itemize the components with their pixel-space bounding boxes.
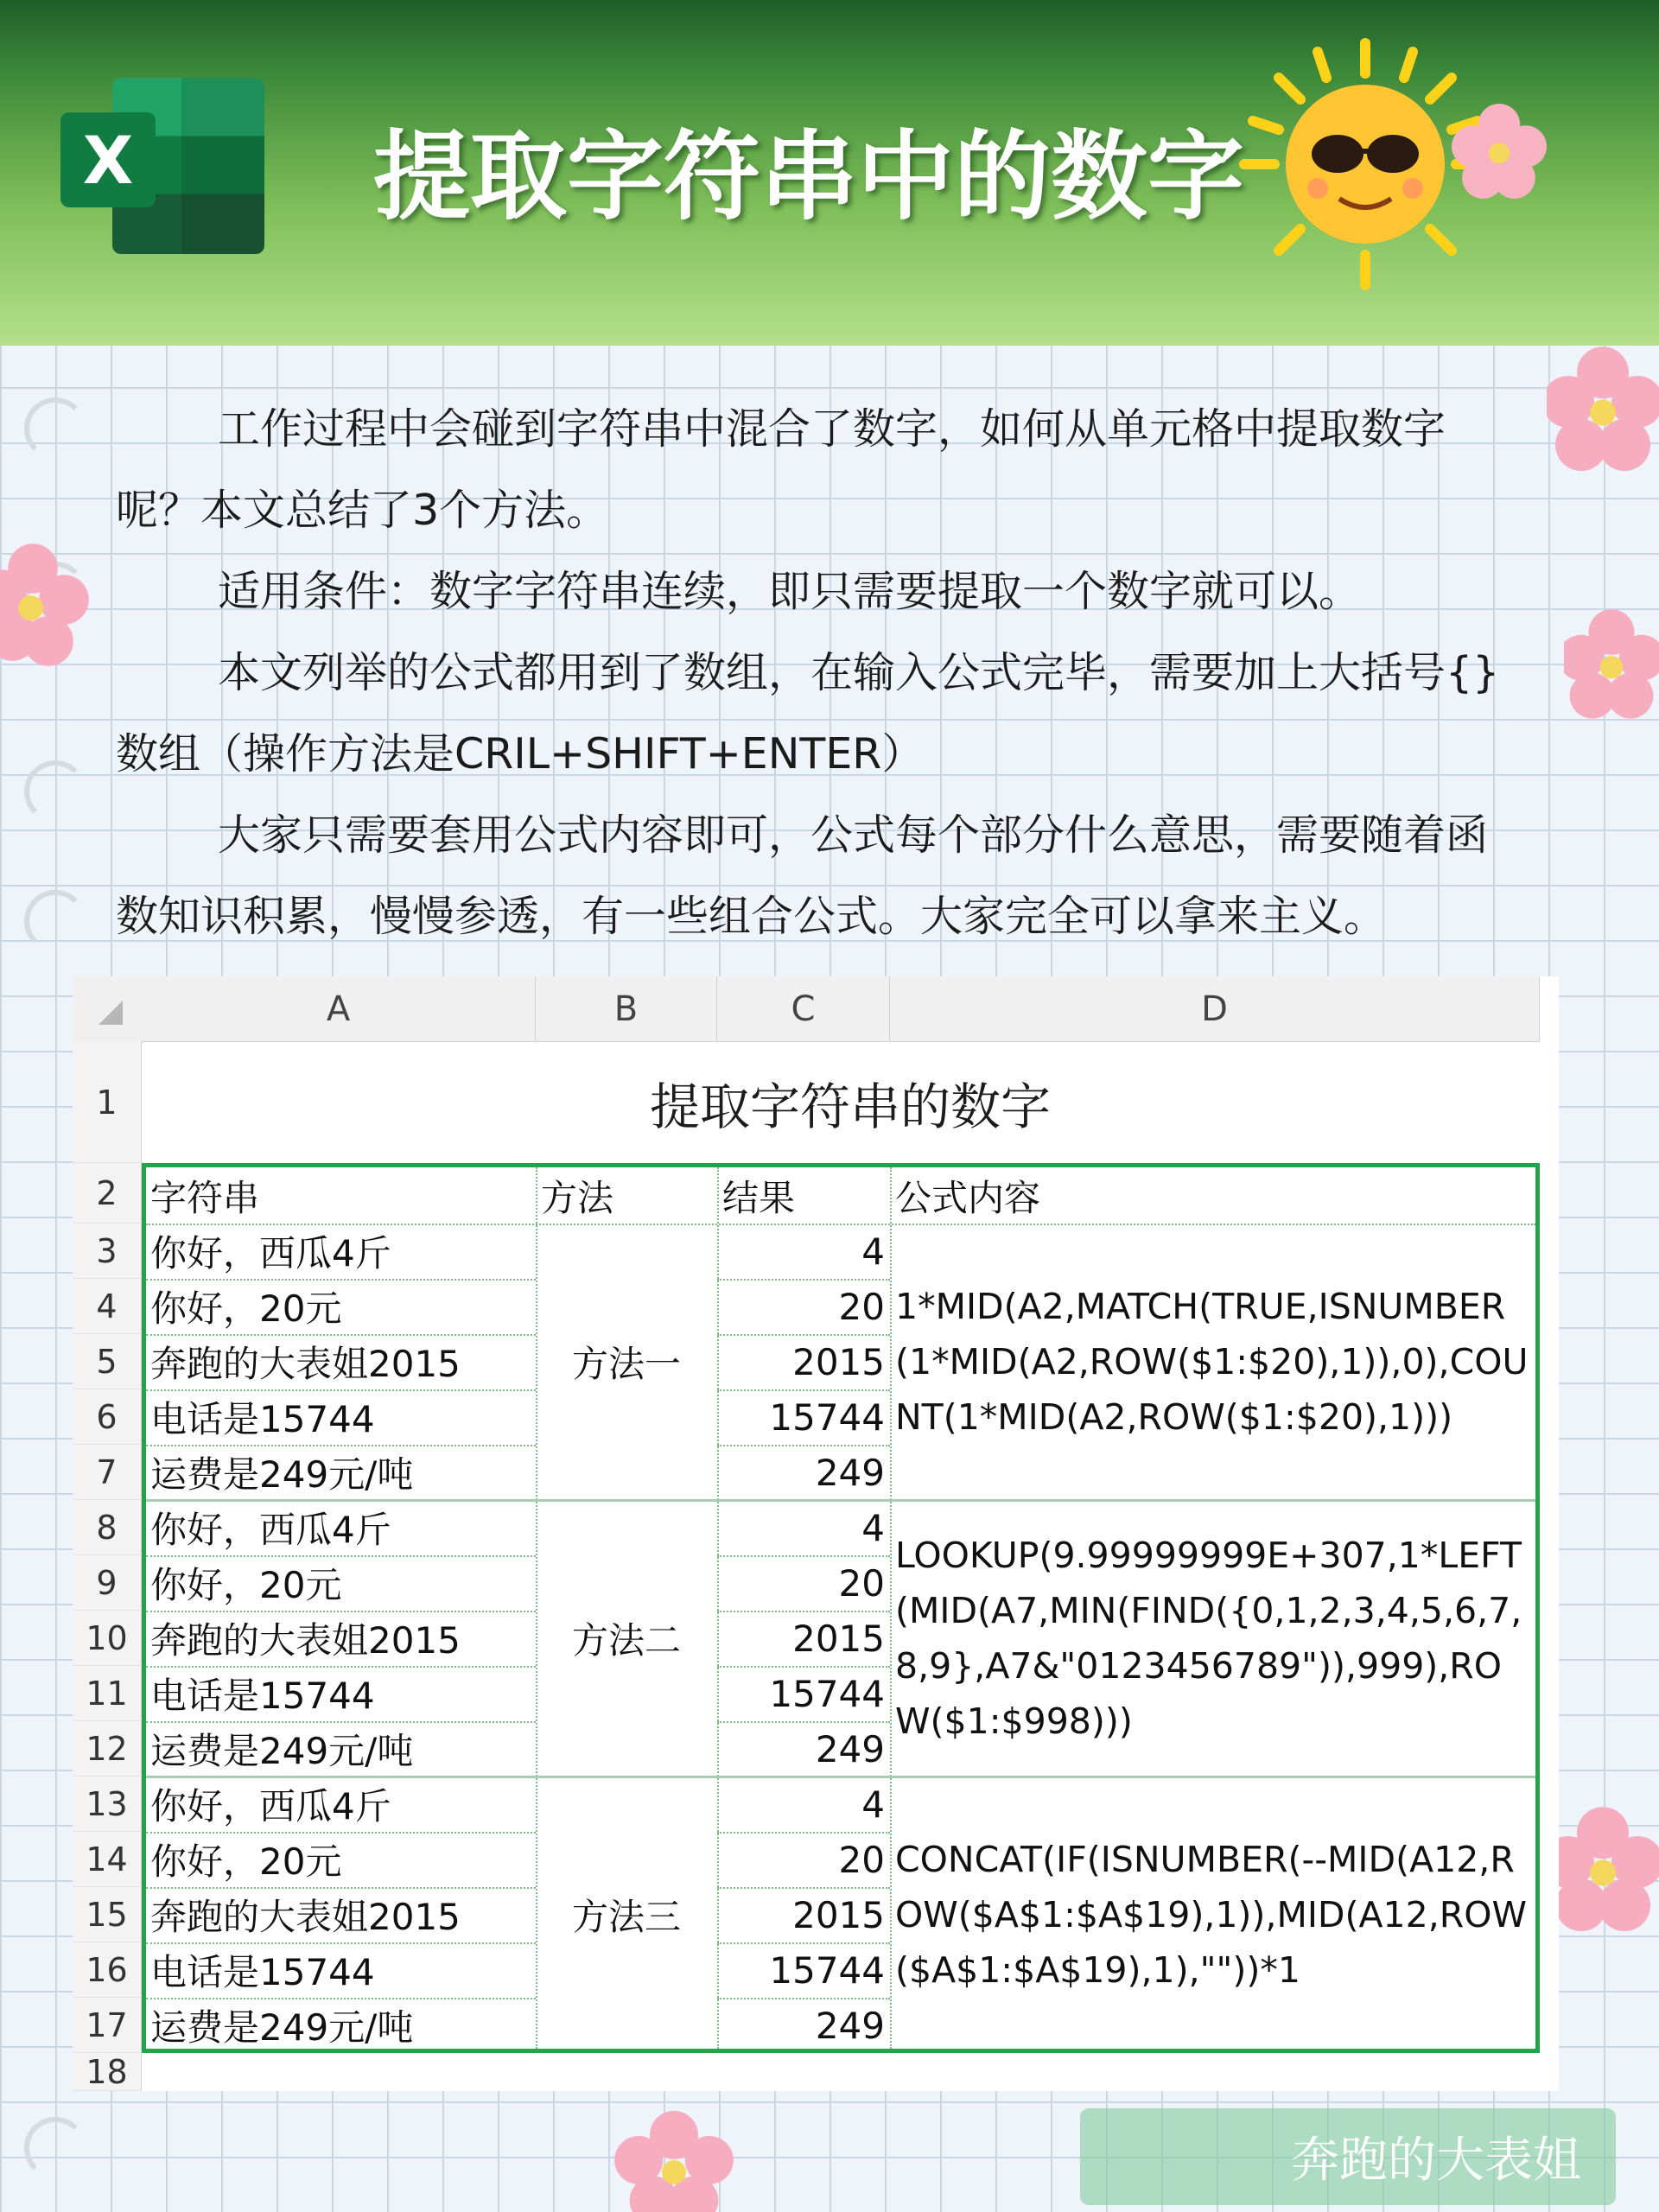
result-cell[interactable]: 2015 xyxy=(792,1617,885,1660)
formula-cell[interactable] xyxy=(895,1500,1535,1777)
column-header-b[interactable]: B xyxy=(536,976,717,1042)
result-cell[interactable]: 15744 xyxy=(769,1395,885,1439)
excel-logo-icon xyxy=(60,78,268,259)
string-cell[interactable]: 奔跑的大表姐2015 xyxy=(150,1619,461,1662)
formula-text: 1*MID(A2,MATCH(TRUE,ISNUMBER(1*MID(A2,ROW($1:$20),1)),0),COUNT(1*MID(A2,ROW($1:$20),1))) xyxy=(895,1286,1529,1438)
row-header[interactable]: 1 xyxy=(73,1042,142,1163)
string-cell[interactable]: 电话是15744 xyxy=(150,1675,375,1717)
result-cell[interactable]: 2015 xyxy=(792,1340,885,1383)
sheet-title-cell[interactable]: 提取字符串的数字 xyxy=(649,1077,1051,1136)
result-cell[interactable]: 20 xyxy=(838,1561,885,1605)
column-header-a[interactable]: A xyxy=(142,976,536,1042)
header-cell-method[interactable]: 方法 xyxy=(541,1176,614,1219)
string-cell[interactable]: 奔跑的大表姐2015 xyxy=(150,1343,461,1385)
string-cell[interactable]: 运费是249元/吨 xyxy=(150,1453,414,1496)
formula-text: LOOKUP(9.99999999E+307,1*LEFT(MID(A7,MIN(FIND({0,1,2,3,4,5,6,7,8,9},A7&"0123456789")),999),ROW($1:$998))) xyxy=(895,1535,1522,1742)
flower-icon xyxy=(0,536,95,674)
string-cell[interactable]: 电话是15744 xyxy=(150,1398,375,1440)
intro-paragraph: 大家只需要套用公式内容即可，公式每个部分什么意思，需要随着函数知识积累，慢慢参透，有一些组合公式。大家完全可以拿来主义。 xyxy=(116,810,1489,941)
row-header[interactable]: 17 xyxy=(73,1998,142,2053)
row-header[interactable]: 16 xyxy=(73,1942,142,1998)
flower-icon xyxy=(613,2108,734,2212)
row-header[interactable]: 5 xyxy=(73,1334,142,1389)
notebook-ring xyxy=(24,760,86,823)
formula-cell[interactable] xyxy=(895,1224,1535,1500)
column-header-c[interactable]: C xyxy=(717,976,890,1042)
header-cell-formula[interactable]: 公式内容 xyxy=(895,1176,1041,1219)
row-header[interactable]: 2 xyxy=(73,1163,142,1224)
string-cell[interactable]: 你好，20元 xyxy=(150,1840,342,1883)
flower-icon xyxy=(1564,605,1659,726)
result-cell[interactable]: 4 xyxy=(861,1783,885,1826)
string-cell[interactable]: 你好，西瓜4斤 xyxy=(150,1232,391,1274)
notebook-ring xyxy=(24,397,86,460)
select-all-icon xyxy=(99,1001,123,1025)
string-cell[interactable]: 你好，西瓜4斤 xyxy=(150,1785,391,1827)
result-cell[interactable]: 20 xyxy=(838,1838,885,1881)
string-cell[interactable]: 运费是249元/吨 xyxy=(150,2006,414,2049)
method-cell[interactable]: 方法三 xyxy=(571,1896,681,1938)
string-cell[interactable]: 运费是249元/吨 xyxy=(150,1730,414,1772)
formula-cell[interactable] xyxy=(895,1777,1535,2053)
header-cell-string[interactable]: 字符串 xyxy=(150,1176,260,1219)
row-header[interactable]: 13 xyxy=(73,1777,142,1832)
string-cell[interactable]: 奔跑的大表姐2015 xyxy=(150,1896,461,1938)
row-header[interactable]: 6 xyxy=(73,1389,142,1445)
flower-icon xyxy=(1547,1806,1659,1936)
row-header[interactable]: 10 xyxy=(73,1611,142,1666)
row-header[interactable]: 3 xyxy=(73,1224,142,1279)
result-cell[interactable]: 4 xyxy=(861,1230,885,1273)
header-cell-result[interactable]: 结果 xyxy=(722,1176,796,1219)
result-cell[interactable]: 20 xyxy=(838,1285,885,1328)
method-cell[interactable]: 方法一 xyxy=(571,1343,681,1385)
author-watermark: 奔跑的大表姐 xyxy=(1080,2108,1616,2205)
row-header[interactable]: 11 xyxy=(73,1666,142,1721)
excel-logo-letter: X xyxy=(60,112,156,207)
row-header[interactable]: 14 xyxy=(73,1832,142,1887)
string-cell[interactable]: 你好，西瓜4斤 xyxy=(150,1509,391,1551)
method-cell[interactable]: 方法二 xyxy=(571,1619,681,1662)
select-all-corner[interactable] xyxy=(73,976,143,1043)
row-header[interactable]: 18 xyxy=(73,2053,142,2091)
result-cell[interactable]: 15744 xyxy=(769,1672,885,1715)
result-cell[interactable]: 2015 xyxy=(792,1893,885,1936)
excel-logo-shade xyxy=(181,78,264,254)
string-cell[interactable]: 电话是15744 xyxy=(150,1951,375,1993)
row-header[interactable]: 7 xyxy=(73,1445,142,1500)
intro-paragraph: 本文列举的公式都用到了数组，在输入公式完毕，需要加上大括号{}数组（操作方法是CRIL+SHIFT+ENTER） xyxy=(116,648,1500,779)
intro-paragraph: 工作过程中会碰到字符串中混合了数字，如何从单元格中提取数字呢？本文总结了3个方法。 xyxy=(116,404,1446,535)
page-title: 提取字符串中的数字 xyxy=(373,121,1244,233)
row-header[interactable]: 15 xyxy=(73,1887,142,1942)
string-cell[interactable]: 你好，20元 xyxy=(150,1287,342,1330)
notebook-ring xyxy=(24,2117,86,2179)
result-cell[interactable]: 249 xyxy=(815,1451,885,1494)
notebook-ring xyxy=(24,890,86,952)
intro-text xyxy=(116,389,1516,957)
result-cell[interactable]: 15744 xyxy=(769,1948,885,1992)
row-header[interactable]: 9 xyxy=(73,1555,142,1611)
string-cell[interactable]: 你好，20元 xyxy=(150,1564,342,1606)
spreadsheet xyxy=(73,976,1559,2091)
result-cell[interactable]: 249 xyxy=(815,2004,885,2047)
row-header[interactable]: 4 xyxy=(73,1279,142,1334)
result-cell[interactable]: 249 xyxy=(815,1727,885,1770)
flower-icon xyxy=(1452,104,1547,199)
flower-icon xyxy=(1547,346,1659,475)
intro-paragraph: 适用条件：数字字符串连续，即只需要提取一个数字就可以。 xyxy=(218,567,1362,616)
row-header[interactable]: 8 xyxy=(73,1500,142,1555)
result-cell[interactable]: 4 xyxy=(861,1506,885,1549)
column-header-d[interactable]: D xyxy=(890,976,1540,1042)
row-header[interactable]: 12 xyxy=(73,1721,142,1777)
formula-text: CONCAT(IF(ISNUMBER(--MID(A12,ROW($A$1:$A$19),1)),MID(A12,ROW($A$1:$A$19),1),""))*1 xyxy=(895,1839,1528,1991)
header-banner xyxy=(0,0,1659,346)
